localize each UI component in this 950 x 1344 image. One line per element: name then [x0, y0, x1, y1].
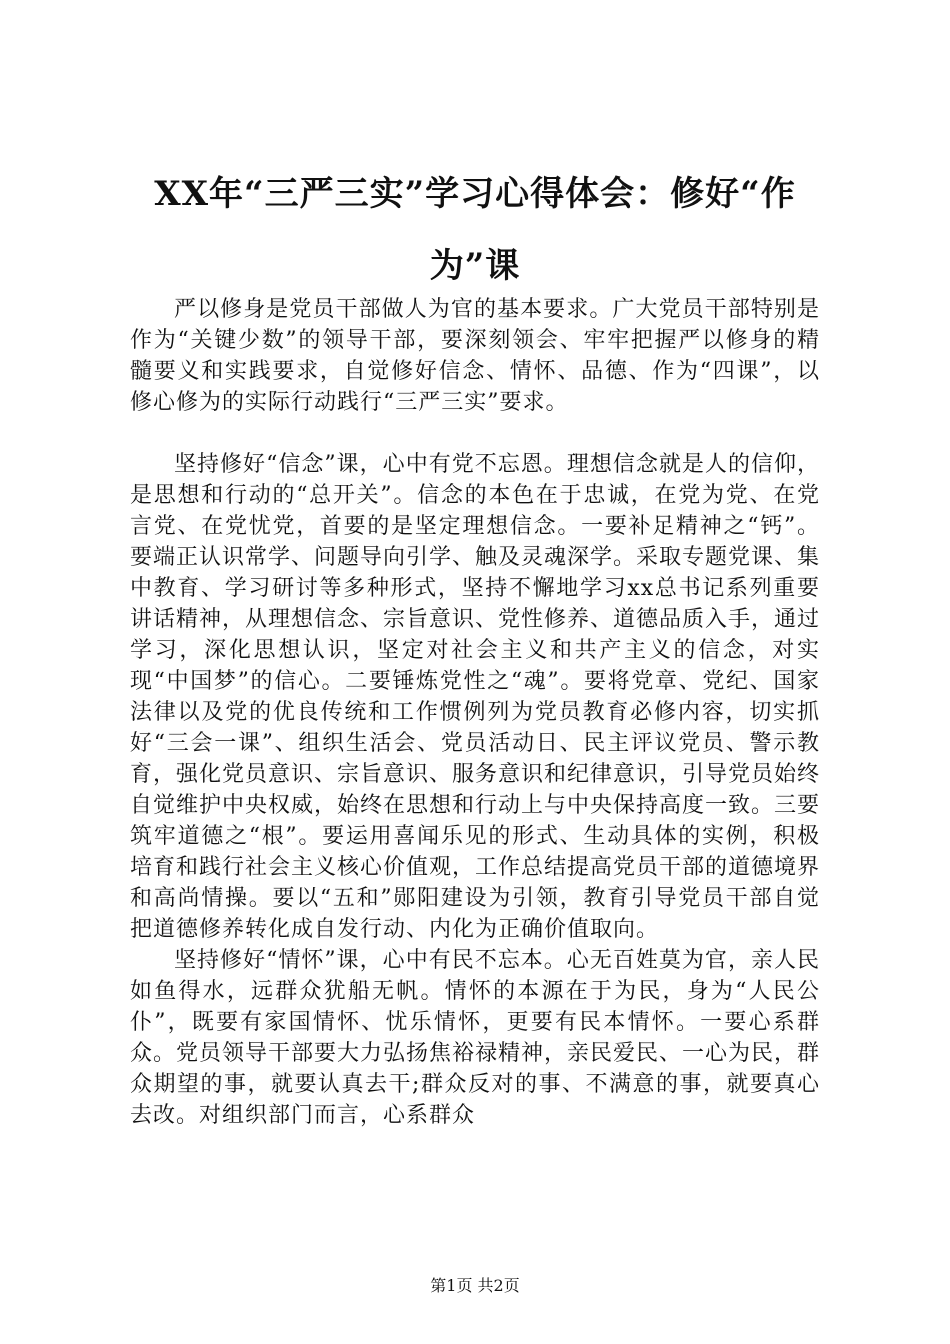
- paragraph-sentiment: 坚持修好“情怀”课，心中有民不忘本。心无百姓莫为官，亲人民如鱼得水，远群众犹船无帆。情怀的本源在于为民，身为“人民公仆”，既要有家国情怀、忧乐情怀，更要有民本情怀。一要心系群众。党员领导干部要大力弘扬焦裕禄精神，亲民爱民、一心为民，群众期望的事，就要认真去干;群众反对的事、不满意的事，就要真心去改。对组织部门而言，心系群众: [130, 948, 821, 1128]
- document-title: XX年“三严三实”学习心得体会：修好“作为”课: [154, 174, 796, 286]
- paragraph-belief: 坚持修好“信念”课，心中有党不忘恩。理想信念就是人的信仰，是思想和行动的“总开关”。信念的本色在于忠诚，在党为党、在党言党、在党忧党，首要的是坚定理想信念。一要补足精神之“钙”。要端正认识常学、问题导向引学、触及灵魂深学。采取专题党课、集中教育、学习研讨等多种形式，坚持不懈地学习xx总书记系列重要讲话精神，从理想信念、宗旨意识、党性修养、道德品质入手，通过学习，深化思想认识，坚定对社会主义和共产主义的信念，对实现“中国梦”的信心。二要锤炼党性之“魂”。要将党章、党纪、国家法律以及党的优良传统和工作惯例列为党员教育必修内容，切实抓好“三会一课”、组织生活会、党员活动日、民主评议党员、警示教育，强化党员意识、宗旨意识、服务意识和纪律意识，引导党员始终自觉维护中央权威，始终在思想和行动上与中央保持高度一致。三要筑牢道德之“根”。要运用喜闻乐见的形式、生动具体的实例，积极培育和践行社会主义核心价值观，工作总结提高党员干部的道德境界和高尚情操。要以“五和”郧阳建设为引领，教育引导党员干部自觉把道德修养转化成自发行动、内化为正确价值取向。: [130, 452, 821, 942]
- paragraph-intro: 严以修身是党员干部做人为官的基本要求。广大党员干部特别是作为“关键少数”的领导干部，要深刻领会、牢牢把握严以修身的精髓要义和实践要求，自觉修好信念、情怀、品德、作为“四课”，以修心修为的实际行动践行“三严三实”要求。: [130, 297, 820, 415]
- document-body: [130, 294, 820, 1131]
- page-footer: 第1页 共2页: [430, 1276, 520, 1295]
